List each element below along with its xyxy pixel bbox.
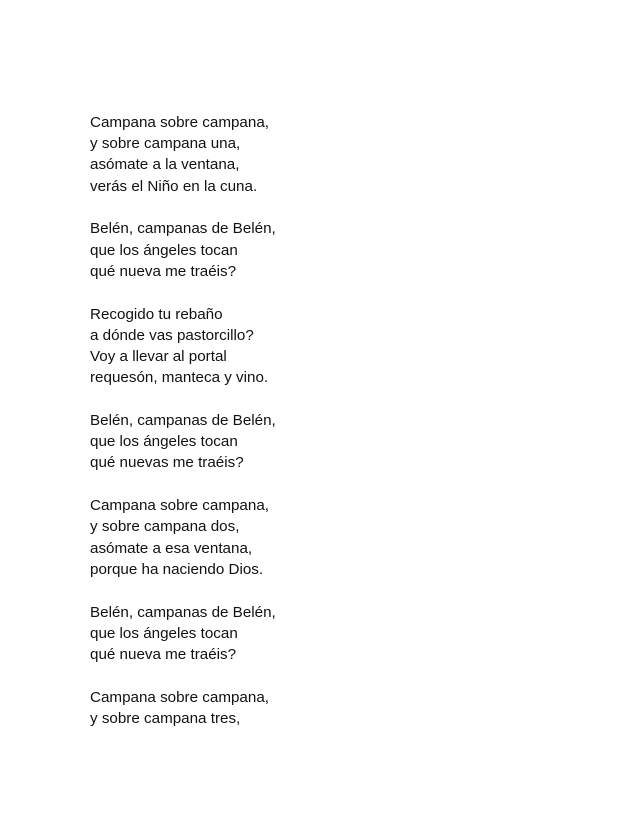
stanza-4: [90, 410, 590, 474]
poem-line: Belén, campanas de Belén,: [90, 412, 276, 430]
poem-line: que los ángeles tocan: [90, 241, 238, 259]
stanza-2: [90, 218, 590, 282]
poem-text: [90, 112, 590, 751]
poem-line: Belén, campanas de Belén,: [90, 603, 276, 621]
stanza-3: [90, 304, 590, 389]
poem-line: y sobre campana dos,: [90, 518, 240, 536]
poem-line: qué nuevas me traéis?: [90, 454, 244, 472]
poem-line: Voy a llevar al portal: [90, 348, 227, 366]
poem-line: asómate a esa ventana,: [90, 539, 253, 557]
poem-line: asómate a la ventana,: [90, 156, 240, 174]
poem-line: verás el Niño en la cuna.: [90, 177, 258, 195]
stanza-6: [90, 602, 590, 666]
poem-line: que los ángeles tocan: [90, 624, 238, 642]
poem-line: Recogido tu rebaño: [90, 305, 223, 323]
poem-line: que los ángeles tocan: [90, 433, 238, 451]
poem-line: Belén, campanas de Belén,: [90, 220, 276, 238]
stanza-5: [90, 495, 590, 580]
stanza-7: [90, 687, 590, 729]
poem-line: Campana sobre campana,: [90, 114, 269, 131]
poem-line: Campana sobre campana,: [90, 688, 269, 706]
poem-line: y sobre campana una,: [90, 135, 241, 153]
poem-line: qué nueva me traéis?: [90, 262, 237, 280]
poem-line: requesón, manteca y vino.: [90, 369, 269, 387]
poem-line: porque ha naciendo Dios.: [90, 560, 264, 578]
stanza-1: [90, 112, 590, 197]
poem-line: qué nueva me traéis?: [90, 646, 237, 664]
poem-line: y sobre campana tres,: [90, 710, 241, 728]
poem-line: Campana sobre campana,: [90, 497, 269, 515]
poem-line: a dónde vas pastorcillo?: [90, 326, 254, 344]
